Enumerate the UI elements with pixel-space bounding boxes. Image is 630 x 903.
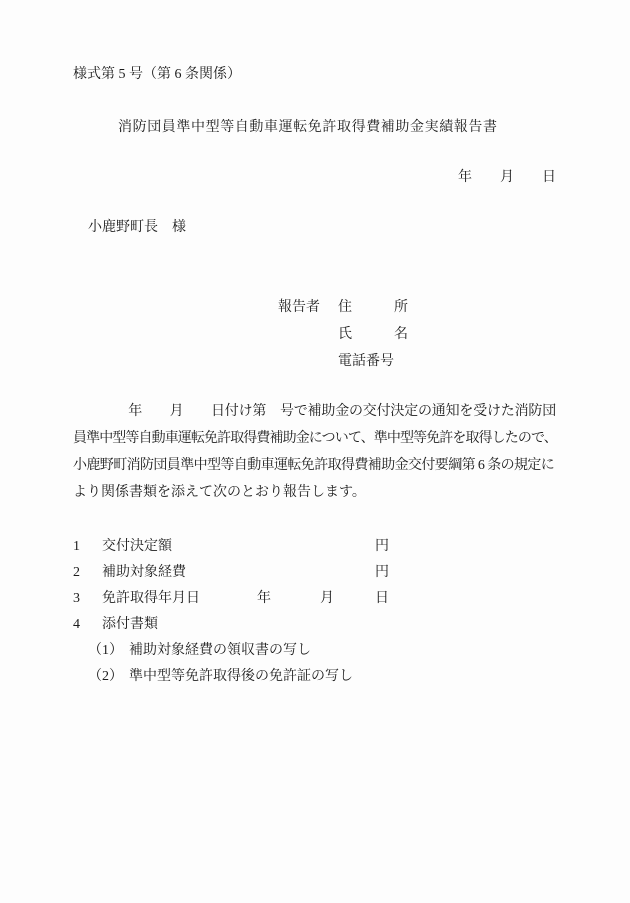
item-3-day-label: 日: [375, 591, 389, 606]
attachment-2-label: 準中型等免許取得後の免許証の写し: [129, 669, 353, 684]
form-number: 様式第 5 号（第 6 条関係）: [73, 67, 241, 82]
body-line-4: より関係書類を添えて次のとおり報告します。: [73, 485, 366, 500]
item-1-unit: 円: [375, 539, 389, 554]
reporter-label: 報告者: [278, 300, 320, 315]
item-4-number: 4: [73, 617, 80, 632]
addressee: 小鹿野町長 様: [88, 220, 186, 235]
item-3-label: 免許取得年月日: [102, 591, 200, 606]
item-3-number: 3: [73, 591, 80, 606]
item-4-label: 添付書類: [102, 617, 158, 632]
item-2-number: 2: [73, 565, 80, 580]
item-2-label: 補助対象経費: [102, 565, 186, 580]
item-3-year-label: 年: [257, 591, 271, 606]
body-line-1: 年 月 日付け第 号で補助金の交付決定の通知を受けた消防団: [73, 404, 556, 419]
reporter-name-label: 氏 名: [338, 327, 408, 342]
attachment-1-number: （1）: [88, 643, 123, 658]
document-title: 消防団員準中型等自動車運転免許取得費補助金実績報告書: [118, 120, 498, 135]
item-2-unit: 円: [375, 565, 389, 580]
date-line: 年 月 日: [458, 170, 556, 185]
reporter-address-label: 住 所: [338, 300, 408, 315]
item-1-label: 交付決定額: [102, 539, 172, 554]
body-line-2: 員準中型等自動車運転免許取得費補助金について、準中型等免許を取得したので、: [73, 431, 557, 446]
item-3-month-label: 月: [320, 591, 334, 606]
item-1-number: 1: [73, 539, 80, 554]
attachment-1-label: 補助対象経費の領収書の写し: [129, 643, 311, 658]
reporter-phone-label: 電話番号: [338, 354, 394, 369]
body-line-3: 小鹿野町消防団員準中型等自動車運転免許取得費補助金交付要綱第 6 条の規定に: [73, 458, 555, 473]
attachment-2-number: （2）: [88, 669, 123, 684]
